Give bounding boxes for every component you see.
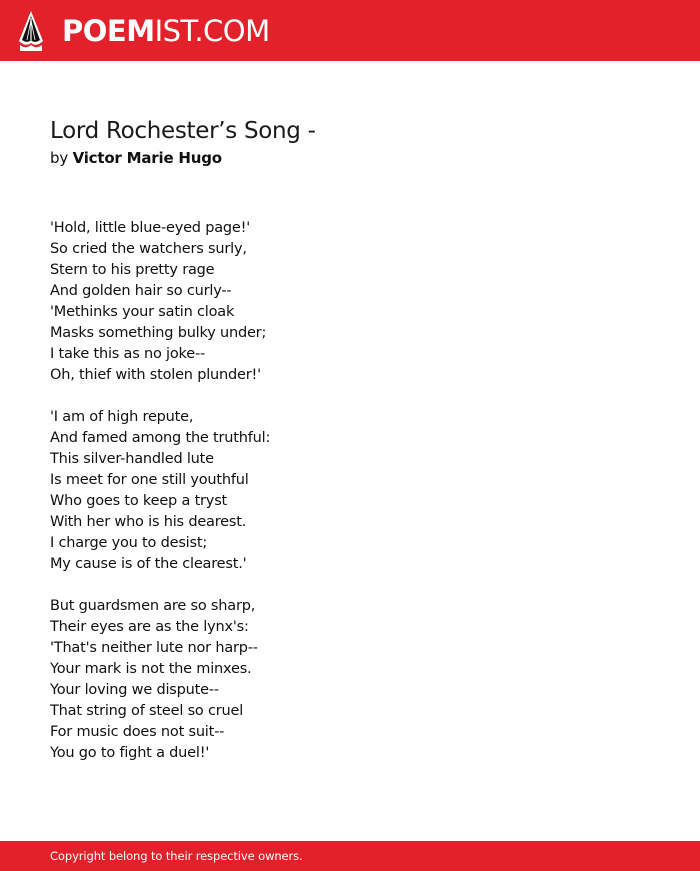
poem-line: For music does not suit--: [50, 724, 225, 740]
poem-line: Your mark is not the minxes.: [50, 661, 252, 677]
poem-line: Their eyes are as the lynx's:: [50, 619, 249, 635]
poem-line: Masks something bulky under;: [50, 325, 267, 341]
poem-line: 'Methinks your satin cloak: [50, 304, 235, 320]
poem-line: Oh, thief with stolen plunder!': [50, 367, 261, 383]
site-header: [0, 0, 700, 61]
stanza: [50, 218, 650, 386]
stanza: [50, 596, 650, 764]
logo-strong-text: POEM: [62, 13, 155, 48]
logo-light-text: IST.COM: [154, 13, 270, 48]
site-footer: [0, 841, 700, 871]
poem-line: 'I am of high repute,: [50, 409, 194, 425]
poem-line: This silver-handled lute: [50, 451, 214, 467]
poem-line: You go to fight a duel!': [50, 745, 210, 761]
site-logo-text: [62, 13, 270, 48]
copyright-text: Copyright belong to their respective owners.: [50, 849, 303, 863]
author-name: Victor Marie Hugo: [72, 149, 222, 167]
stanza: [50, 407, 650, 575]
poem-line: 'That's neither lute nor harp--: [50, 640, 258, 656]
site-logo-link[interactable]: [18, 9, 270, 53]
poem-line: I charge you to desist;: [50, 535, 208, 551]
poem-heading: [50, 115, 650, 169]
poem-line: My cause is of the clearest.': [50, 556, 247, 572]
poem-line: Who goes to keep a tryst: [50, 493, 228, 509]
poem-line: Your loving we dispute--: [50, 682, 219, 698]
poem-line: Stern to his pretty rage: [50, 262, 215, 278]
pencil-icon: [18, 10, 44, 52]
poem-title: Lord Rochester’s Song -: [50, 118, 316, 144]
poem-line: I take this as no joke--: [50, 346, 206, 362]
poem-line: And golden hair so curly--: [50, 283, 232, 299]
poem-line: With her who is his dearest.: [50, 514, 247, 530]
poem-line: 'Hold, little blue-eyed page!': [50, 220, 251, 236]
poem-body: [50, 218, 650, 785]
poem-line: That string of steel so cruel: [50, 703, 244, 719]
poem-line: But guardsmen are so sharp,: [50, 598, 256, 614]
poem-line: So cried the watchers surly,: [50, 241, 247, 257]
byline-label: by: [50, 149, 68, 167]
poem-line: Is meet for one still youthful: [50, 472, 249, 488]
byline: [50, 147, 650, 169]
poem-line: And famed among the truthful:: [50, 430, 271, 446]
